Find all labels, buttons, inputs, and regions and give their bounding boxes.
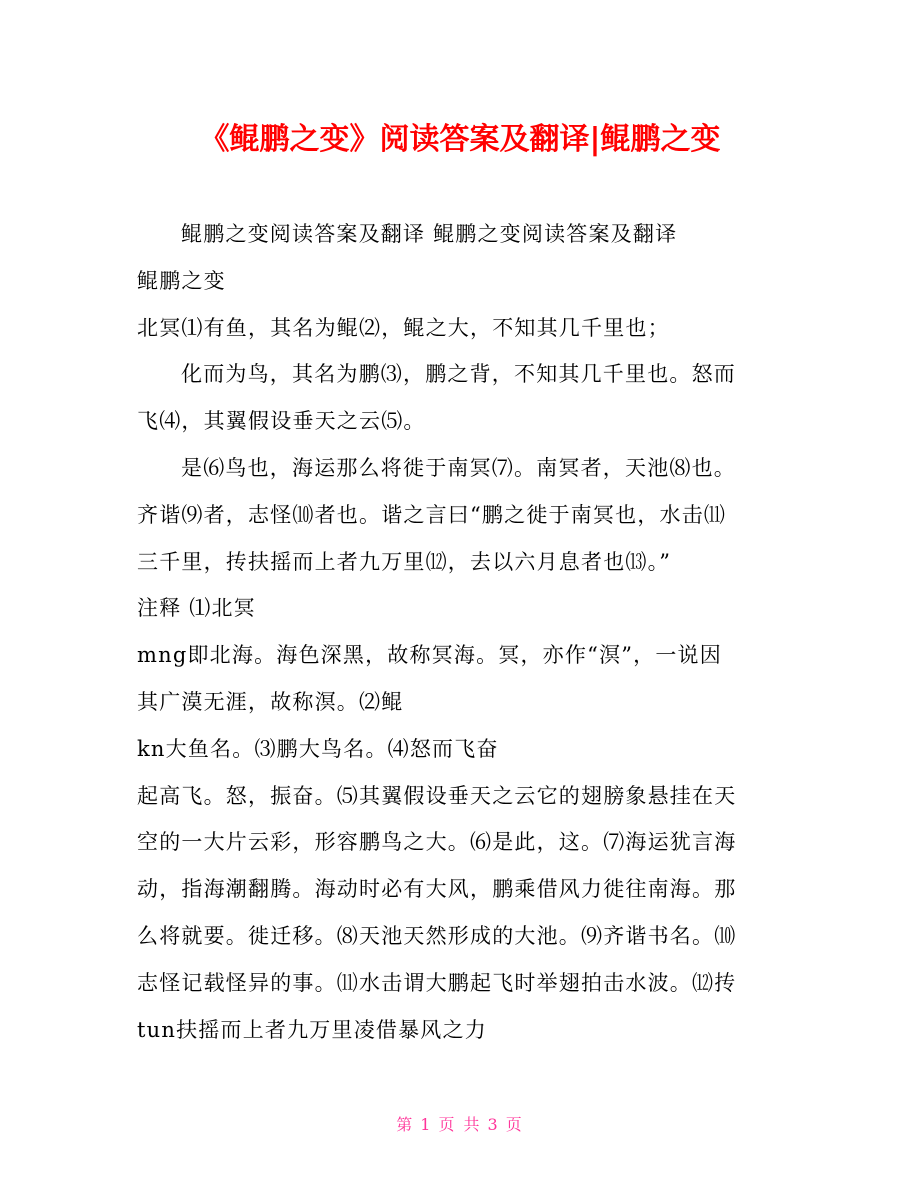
body-line: 飞⑷，其翼假设垂天之云⑸。 (137, 409, 426, 434)
document-title: 《鲲鹏之变》阅读答案及翻译|鲲鹏之变 (199, 122, 721, 157)
page-suffix: 页 (505, 1115, 524, 1134)
annotation-line: mng即北海。海色深黑，故称冥海。冥，亦作“溟”，一说因 (137, 643, 722, 668)
page-total: 3 (487, 1115, 500, 1134)
annotation-line: 其广漠无涯，故称溟。⑵鲲 (137, 689, 404, 714)
body-line: 三千里，抟扶摇而上者九万里⑿，去以六月息者也⒀。” (137, 549, 672, 574)
page-number-footer (0, 1110, 920, 1140)
body-line: 鲲鹏之变阅读答案及翻译 鲲鹏之变阅读答案及翻译 (181, 222, 678, 246)
body-line: 齐谐⑼者，志怪⑽者也。谐之言曰“鹏之徙于南冥也，水击⑾ (137, 502, 727, 527)
body-line: 北冥⑴有鱼，其名为鲲⑵，鲲之大，不知其几千里也； (137, 315, 670, 340)
body-line: 化而为鸟，其名为鹏⑶，鹏之背，不知其几千里也。怒而 (181, 362, 736, 387)
annotation-line: kn大鱼名。⑶鹏大鸟名。⑷怒而飞奋 (137, 736, 499, 761)
document-body (137, 211, 785, 1053)
body-line: 是⑹鸟也，海运那么将徙于南冥⑺。南冥者，天池⑻也。 (181, 455, 736, 480)
page-current: 1 (420, 1115, 433, 1134)
annotation-line: 空的一大片云彩，形容鹏鸟之大。⑹是此，这。⑺海运犹言海 (137, 830, 737, 855)
annotation-line: 志怪记载怪异的事。⑾水击谓大鹏起飞时举翅拍击水波。⑿抟 (137, 970, 737, 995)
annotation-line: 动，指海潮翻腾。海动时必有大风，鹏乘借风力徙往南海。那 (137, 877, 737, 902)
annotation-line: 么将就要。徙迁移。⑻天池天然形成的大池。⑼齐谐书名。⑽ (137, 923, 737, 948)
annotation-heading-line: 注释 ⑴北冥 (137, 596, 256, 621)
page-prefix: 第 (396, 1115, 415, 1134)
annotation-line: 起高飞。怒，振奋。⑸其翼假设垂天之云它的翅膀象悬挂在天 (137, 783, 737, 808)
body-line: 鲲鹏之变 (137, 268, 226, 293)
annotation-line: tun扶摇而上者九万里凌借暴风之力 (137, 1017, 487, 1042)
page-mid: 页 共 (438, 1115, 482, 1134)
